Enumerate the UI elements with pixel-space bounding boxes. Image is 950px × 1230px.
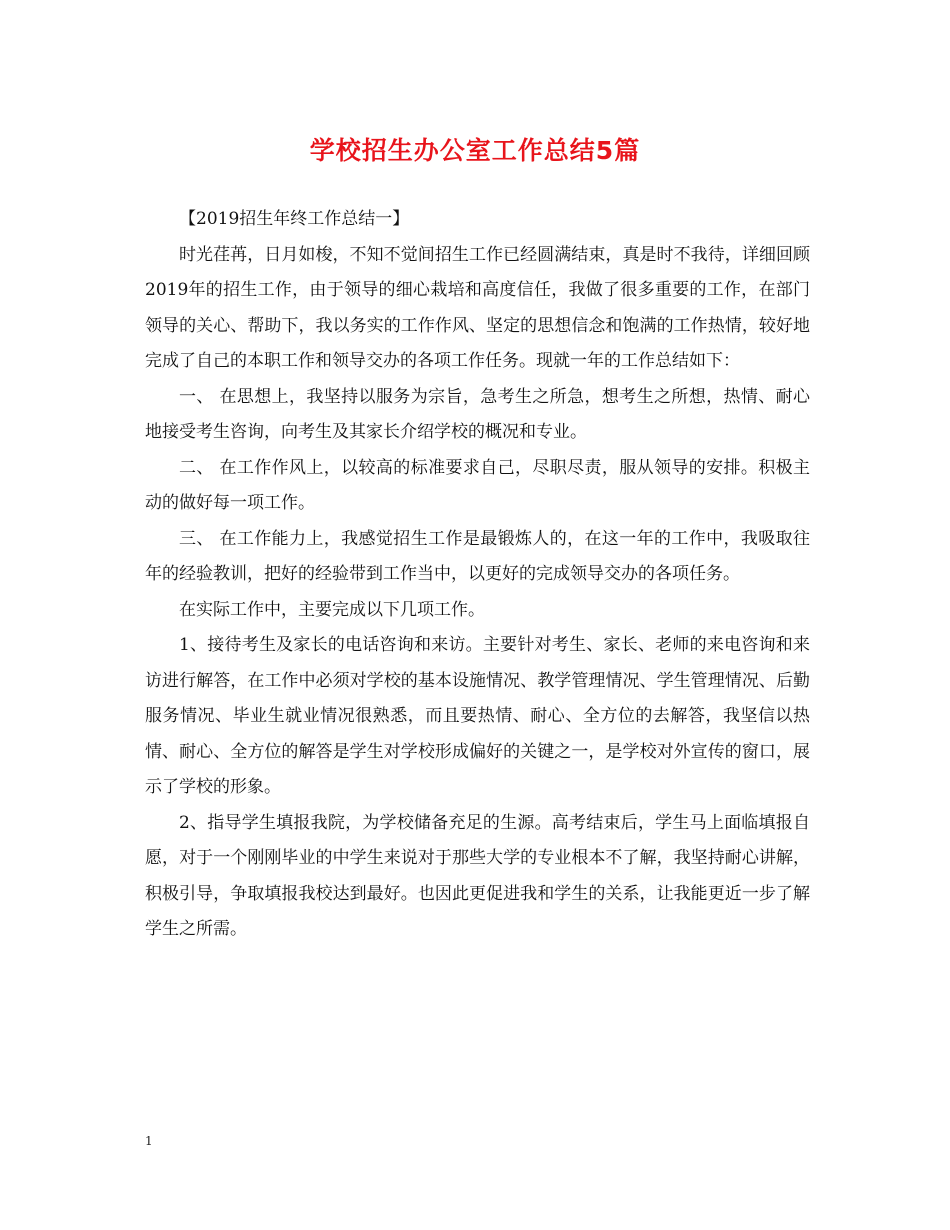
page-number: 1 [145, 1134, 153, 1148]
paragraph-point-1: 一、 在思想上，我坚持以服务为宗旨，急考生之所急，想考生之所想，热情、耐心地接受考生咨询，向考生及其家长介绍学校的概况和专业。 [145, 386, 810, 442]
paragraph-point-2: 二、 在工作作风上，以较高的标准要求自己，尽职尽责，服从领导的安排。积极主动的做好每一项工作。 [145, 457, 810, 513]
document-body [145, 202, 810, 948]
paragraph-point-3: 三、 在工作能力上，我感觉招生工作是最锻炼人的，在这一年的工作中，我吸取往年的经验教训，把好的经验带到工作当中，以更好的完成领导交办的各项任务。 [145, 528, 810, 584]
paragraph-work-intro: 在实际工作中，主要完成以下几项工作。 [179, 599, 485, 620]
document-title: 学校招生办公室工作总结5篇 [309, 136, 641, 165]
paragraph-intro: 时光荏苒，日月如梭，不知不觉间招生工作已经圆满结束，真是时不我待，详细回顾2019年的招生工作，由于领导的细心栽培和高度信任，我做了很多重要的工作，在部门领导的关心、帮助下，我以务实的工作作风、坚定的思想信念和饱满的工作热情，较好地完成了自己的本职工作和领导交办的各项工作任务。现就一年的工作总结如下： [145, 244, 810, 371]
section-heading: 【2019招生年终工作总结一】 [179, 209, 410, 229]
paragraph-work-2: 2、指导学生填报我院，为学校储备充足的生源。高考结束后，学生马上面临填报自愿，对于一个刚刚毕业的中学生来说对于那些大学的专业根本不了解，我坚持耐心讲解，积极引导，争取填报我校达到最好。也因此更促进我和学生的关系，让我能更近一步了解学生之所需。 [145, 812, 810, 939]
paragraph-work-1: 1、接待考生及家长的电话咨询和来访。主要针对考生、家长、老师的来电咨询和来访进行解答，在工作中必须对学校的基本设施情况、教学管理情况、学生管理情况、后勤服务情况、毕业生就业情况很熟悉，而且要热情、耐心、全方位的去解答，我坚信以热情、耐心、全方位的解答是学生对学校形成偏好的关键之一，是学校对外宣传的窗口，展示了学校的形象。 [145, 635, 810, 797]
